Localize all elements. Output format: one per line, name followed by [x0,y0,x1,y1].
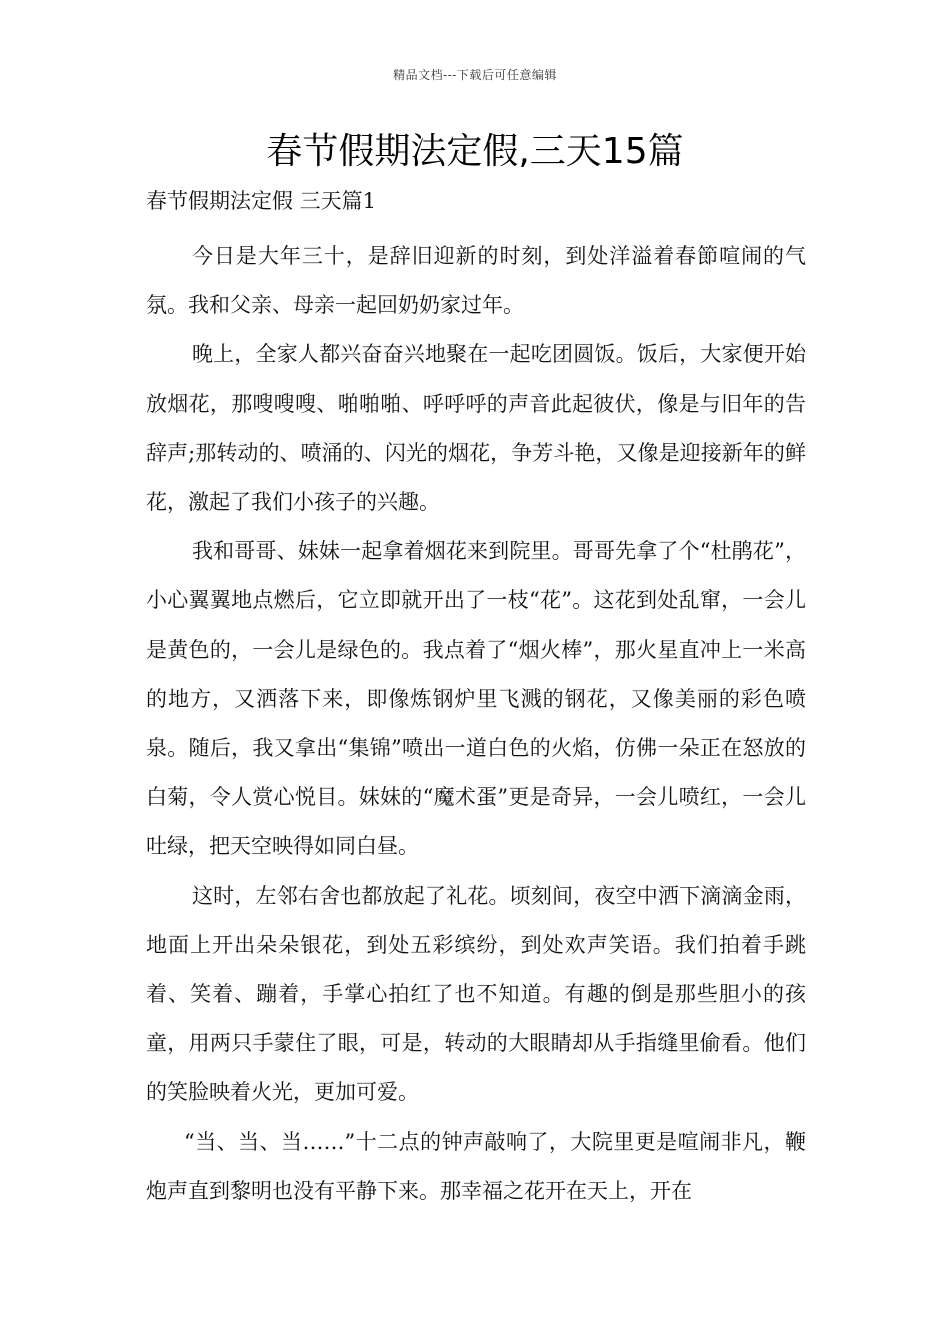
paragraph: “当、当、当……”十二点的钟声敲响了，大院里更是喧闹非凡，鞭炮声直到黎明也没有平静下来。那幸福之花开在天上，开在 [146,1129,806,1203]
section-subtitle: 春节假期法定假 三天篇1 [146,189,377,213]
paragraph: 我和哥哥、妹妹一起拿着烟花来到院里。哥哥先拿了个“杜鹃花”，小心翼翼地点燃后，它立即就开出了一枝“花”。这花到处乱窜，一会儿是黄色的，一会儿是绿色的。我点着了“烟火棒”，那火星直冲上一米高的地方，又洒落下来，即像炼钢炉里飞溅的钢花，又像美丽的彩色喷泉。随后，我又拿出“集锦”喷出一道白色的火焰，仿佛一朵正在怒放的白菊，令人赏心悦目。妹妹的“魔术蛋”更是奇异，一会儿喷红，一会儿吐绿，把天空映得如同白昼。 [146,539,806,859]
paragraph: 这时，左邻右舍也都放起了礼花。顷刻间，夜空中洒下滴滴金雨，地面上开出朵朵银花，到处五彩缤纷，到处欢声笑语。我们拍着手跳着、笑着、蹦着，手掌心拍红了也不知道。有趣的倒是那些胆小的孩童，用两只手蒙住了眼，可是，转动的大眼睛却从手指缝里偷看。他们的笑脸映着火光，更加可爱。 [146,883,806,1105]
paragraph: 今日是大年三十，是辞旧迎新的时刻，到处洋溢着春節喧闹的气氛。我和父亲、母亲一起回奶奶家过年。 [146,244,806,318]
document-title: 春节假期法定假,三天15篇 [266,131,684,172]
paragraph: 晚上，全家人都兴奋奋兴地聚在一起吃团圆饭。饭后，大家便开始放烟花，那嗖嗖嗖、啪啪啪、呼呼呼的声音此起彼伏，像是与旧年的告辞声;那转动的、喷涌的、闪光的烟花，争芳斗艳，又像是迎接新年的鲜花，激起了我们小孩子的兴趣。 [146,342,806,515]
document-body [146,232,806,1216]
page-header: 精品文档---下载后可任意编辑 [393,68,557,82]
